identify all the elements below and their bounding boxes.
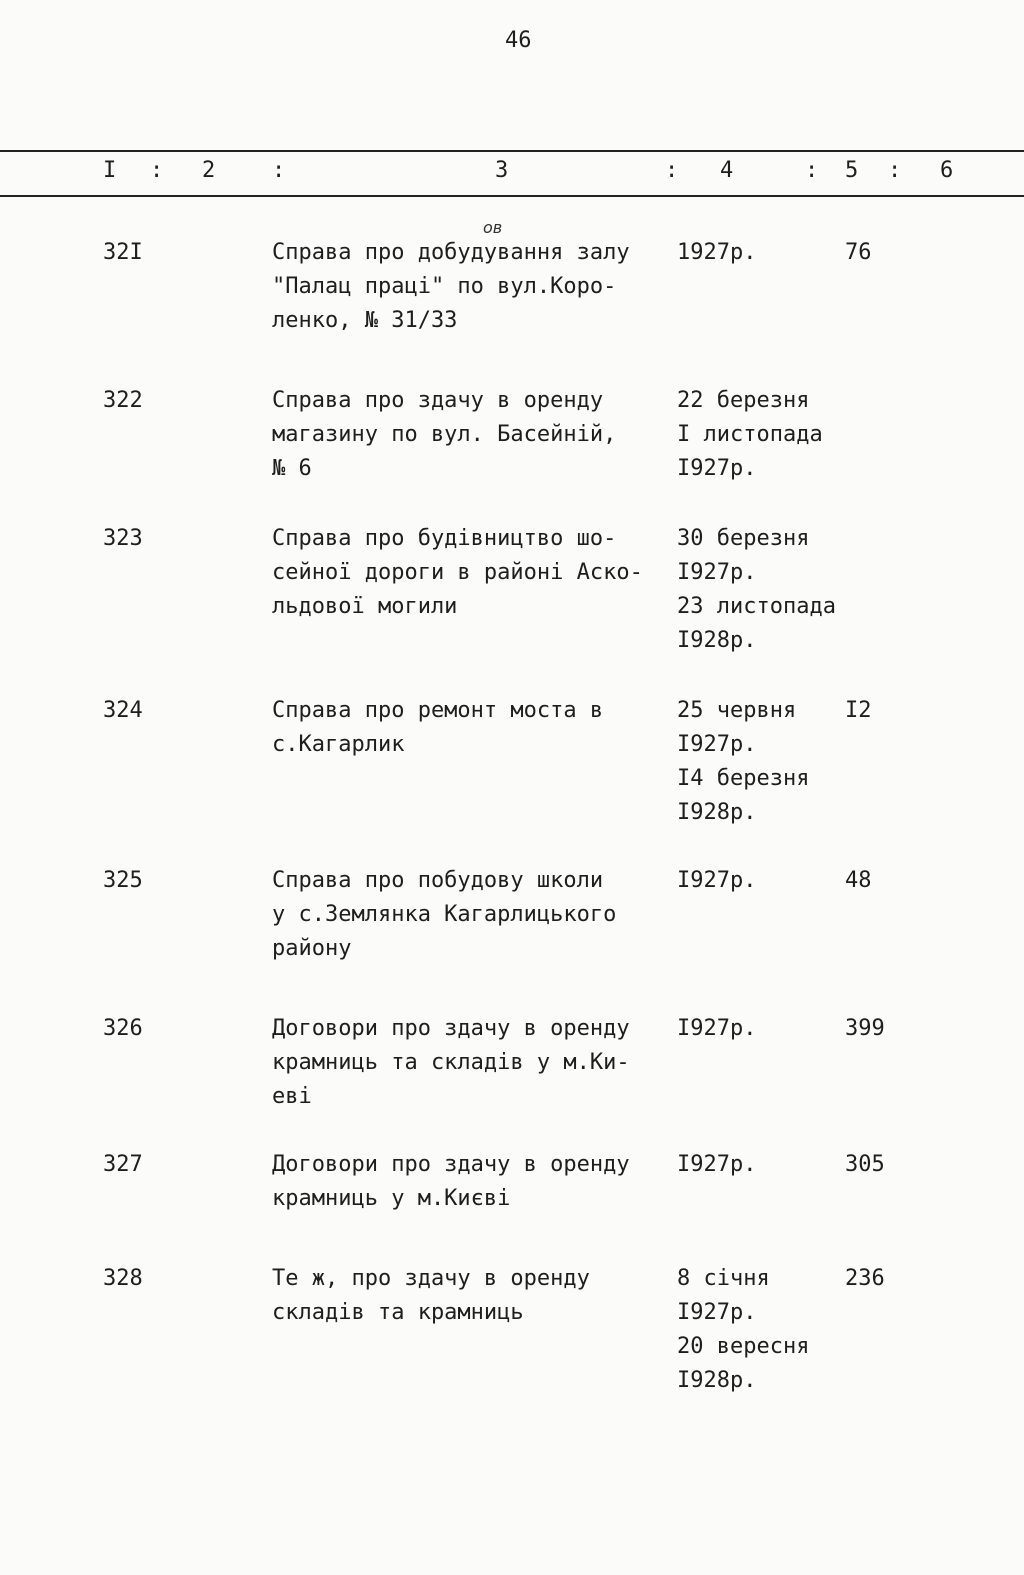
date-line: 30 березня (677, 526, 810, 551)
description-line: магазину по вул. Басейній, (272, 422, 617, 447)
description-line: льдової могили (272, 594, 458, 619)
page-number: 46 (505, 28, 532, 53)
entry-sheets: 399 (845, 1016, 885, 1041)
description-line: у с.Землянка Кагарлицького (272, 902, 617, 927)
date-line: I928р. (677, 628, 757, 653)
header-col4: 4 (720, 158, 734, 183)
date-line: I927р. (677, 868, 757, 893)
handwritten-annotation: ов (483, 218, 503, 237)
entry-description (272, 384, 616, 486)
date-line: 22 березня (677, 388, 810, 413)
description-line: крамниць у м.Києві (272, 1186, 511, 1211)
date-line: I928р. (677, 1368, 757, 1393)
header-col6: 6 (940, 158, 954, 183)
description-line: Договори про здачу в оренду (272, 1016, 630, 1041)
entry-dates (677, 236, 756, 270)
entry-number: 323 (103, 526, 143, 551)
description-line: Те ж, про здачу в оренду (272, 1266, 590, 1291)
entry-description (272, 522, 643, 624)
entry-sheets: 76 (845, 240, 872, 265)
description-line: Справа про побудову школи (272, 868, 604, 893)
description-line: ленко, № 31/33 (272, 308, 458, 333)
date-line: 23 листопада (677, 594, 836, 619)
entry-dates (677, 1148, 756, 1182)
entry-description (272, 1012, 630, 1114)
entry-number: 328 (103, 1266, 143, 1291)
entry-number: 32I (103, 240, 143, 265)
date-line: 25 червня (677, 698, 797, 723)
entry-number: 324 (103, 698, 143, 723)
header-sep: : (888, 158, 902, 183)
header-top-rule (0, 150, 1024, 152)
date-line: I927р. (677, 732, 757, 757)
date-line: 20 вересня (677, 1334, 810, 1359)
description-line: Справа про ремонт моста в (272, 698, 604, 723)
description-line: Справа про добудування залу (272, 240, 630, 265)
header-sep: : (272, 158, 286, 183)
date-line: I927р. (677, 1300, 757, 1325)
date-line: I4 березня (677, 766, 810, 791)
entry-dates (677, 1012, 756, 1046)
header-sep: : (150, 158, 164, 183)
date-line: 1927р. (677, 240, 757, 265)
entry-number: 325 (103, 868, 143, 893)
entry-description (272, 236, 630, 338)
date-line: I927р. (677, 456, 757, 481)
entry-number: 327 (103, 1152, 143, 1177)
entry-sheets: 236 (845, 1266, 885, 1291)
date-line: I928р. (677, 800, 757, 825)
header-col3: 3 (495, 158, 509, 183)
entry-dates (677, 694, 809, 830)
entry-sheets: 48 (845, 868, 872, 893)
header-bottom-rule (0, 195, 1024, 197)
entry-sheets: 305 (845, 1152, 885, 1177)
header-col2: 2 (202, 158, 216, 183)
entry-dates (677, 1262, 809, 1398)
header-sep: : (665, 158, 679, 183)
date-line: I927р. (677, 560, 757, 585)
entry-description (272, 864, 616, 966)
description-line: "Палац праці" по вул.Коро- (272, 274, 617, 299)
entry-dates (677, 384, 823, 486)
date-line: I листопада (677, 422, 823, 447)
header-col5: 5 (845, 158, 859, 183)
date-line: I927р. (677, 1016, 757, 1041)
date-line: I927р. (677, 1152, 757, 1177)
description-line: № 6 (272, 456, 312, 481)
entry-number: 326 (103, 1016, 143, 1041)
description-line: Справа про здачу в оренду (272, 388, 604, 413)
description-line: району (272, 936, 352, 961)
description-line: с.Кагарлик (272, 732, 405, 757)
entry-dates (677, 522, 836, 658)
entry-description (272, 694, 603, 762)
description-line: крамниць та складів у м.Ки- (272, 1050, 630, 1075)
description-line: еві (272, 1084, 312, 1109)
entry-description (272, 1148, 630, 1216)
description-line: складів та крамниць (272, 1300, 524, 1325)
entry-dates (677, 864, 756, 898)
description-line: сейної дороги в районі Аско- (272, 560, 643, 585)
header-sep: : (805, 158, 819, 183)
date-line: 8 січня (677, 1266, 770, 1291)
description-line: Договори про здачу в оренду (272, 1152, 630, 1177)
description-line: Справа про будівництво шо- (272, 526, 617, 551)
entry-sheets: I2 (845, 698, 872, 723)
header-col1: I (103, 158, 117, 183)
entry-description (272, 1262, 590, 1330)
entry-number: 322 (103, 388, 143, 413)
